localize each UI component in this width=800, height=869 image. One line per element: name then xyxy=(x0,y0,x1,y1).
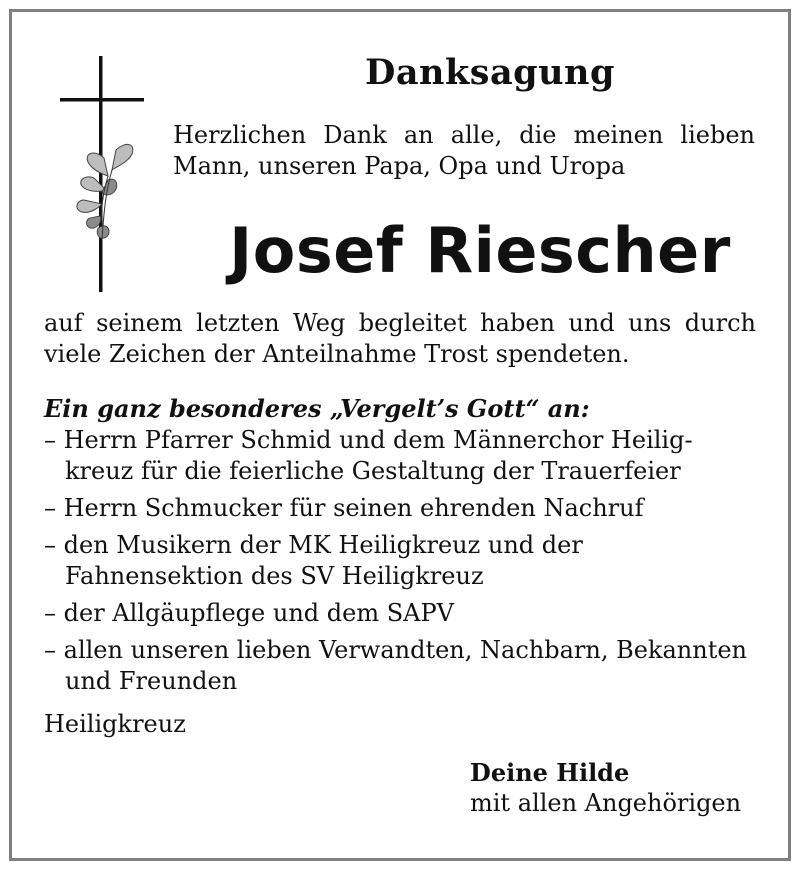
signature xyxy=(470,757,741,819)
intro-text: Herzlichen Dank an alle, die meinen lieben Mann, unseren Papa, Opa und Uropa xyxy=(173,121,755,180)
thanks-heading: Ein ganz besonderes „Vergelt’s Gott“ an: xyxy=(44,394,590,423)
signature-with: mit allen Angehörigen xyxy=(470,789,742,817)
place-name: Heiligkreuz xyxy=(44,710,186,738)
body-text: auf seinem letzten Weg begleitet haben und uns durch viele Zeichen der Anteilnahme Trost spendeten. xyxy=(44,309,756,368)
deceased-name: Josef Riescher xyxy=(229,214,731,287)
thanks-item: – Herrn Pfarrer Schmid und dem Männerchor Heilig-kreuz für die feierliche Gestaltung der Trauerfeier xyxy=(44,426,693,485)
thanks-list xyxy=(44,425,756,703)
thanks-item: – Herrn Schmucker für seinen ehrenden Nachruf xyxy=(44,494,644,522)
thanks-item: – den Musikern der MK Heiligkreuz und der Fahnensektion des SV Heiligkreuz xyxy=(44,531,583,590)
thanks-item: – allen unseren lieben Verwandten, Nachbarn, Bekannten und Freunden xyxy=(44,636,747,695)
signature-from: Deine Hilde xyxy=(470,758,630,787)
thanks-item: – der Allgäupflege und dem SAPV xyxy=(44,599,454,627)
page-title: Danksagung xyxy=(365,52,615,93)
cross-with-lilies-icon xyxy=(54,50,150,295)
